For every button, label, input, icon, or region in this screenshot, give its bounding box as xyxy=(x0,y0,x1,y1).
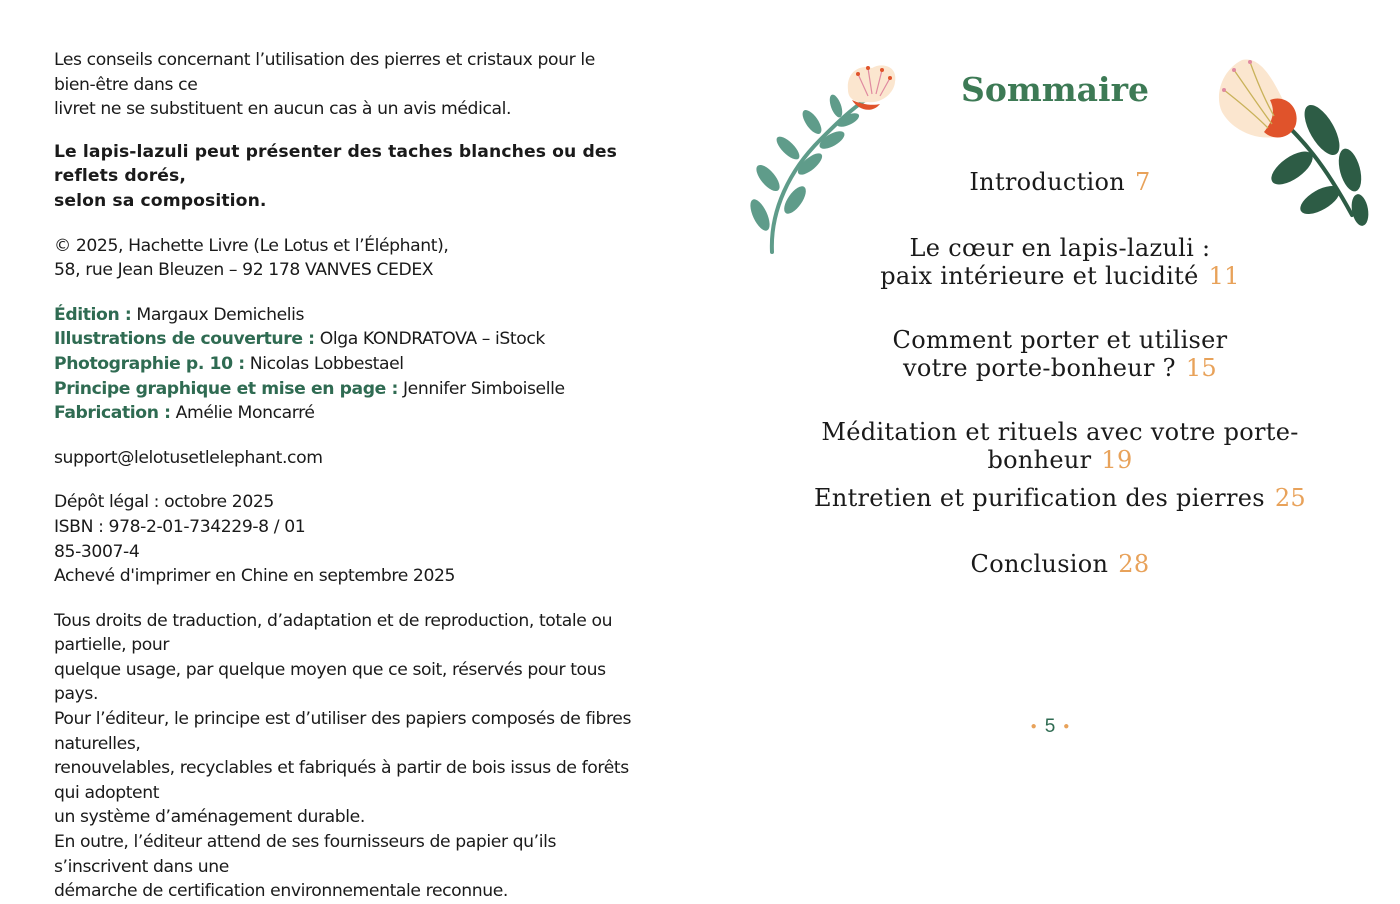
page-number: 5 xyxy=(1044,716,1056,737)
disclaimer-paragraph xyxy=(54,48,634,122)
credit-fabrication xyxy=(54,401,634,426)
credit-value: Olga KONDRATOVA – iStock xyxy=(314,329,545,350)
credit-value: Amélie Moncarré xyxy=(170,403,315,424)
toc-entry-title: Le cœur en lapis-lazuli : xyxy=(909,234,1211,262)
credit-label: Photographie p. 10 : xyxy=(54,353,245,374)
toc-entry-title: Introduction xyxy=(969,168,1125,196)
credit-edition xyxy=(54,303,634,328)
rights-line: un système d’aménagement durable. xyxy=(54,807,365,828)
toc-entry-title: paix intérieure et lucidité xyxy=(880,262,1199,290)
toc-page-number: 28 xyxy=(1118,550,1150,578)
warning-line: selon sa composition. xyxy=(54,190,267,211)
toc-entry xyxy=(760,168,1360,196)
credit-label: Édition : xyxy=(54,304,132,325)
rights-line: En outre, l’éditeur attend de ses fournisseurs de papier qu’ils s’inscrivent dans une xyxy=(54,832,557,877)
toc-page-number: 19 xyxy=(1101,446,1133,474)
toc-entry xyxy=(760,418,1360,474)
dot-ornament-icon: ● xyxy=(1063,721,1070,733)
toc-page-number: 15 xyxy=(1185,354,1217,382)
page-title: Sommaire xyxy=(961,70,1149,109)
disclaimer-line: livret ne se substituent en aucun cas à un avis médical. xyxy=(54,99,512,120)
credit-label: Fabrication : xyxy=(54,403,171,424)
rights-line: Pour l’éditeur, le principe est d’utiliser des papiers composés de fibres naturelles, xyxy=(54,709,632,754)
legal-line: 85-3007-4 xyxy=(54,541,140,562)
legal-deposit xyxy=(54,490,634,588)
credits-list xyxy=(54,303,634,426)
dot-ornament-icon: ● xyxy=(1030,721,1037,733)
toc-page-number: 11 xyxy=(1208,262,1240,290)
toc-entry xyxy=(760,550,1360,578)
warning-line: Le lapis-lazuli peut présenter des taches blanches ou des reflets dorés, xyxy=(54,141,617,187)
disclaimer-line: Les conseils concernant l’utilisation des pierres et cristaux pour le bien-être dans ce xyxy=(54,50,595,95)
rights-line: renouvelables, recyclables et fabriqués à partir de bois issus de forêts qui adoptent xyxy=(54,758,629,803)
legal-line: Dépôt légal : octobre 2025 xyxy=(54,492,274,513)
credit-value: Nicolas Lobbestael xyxy=(244,353,404,374)
credit-value: Margaux Demichelis xyxy=(131,304,305,325)
toc-entry-title: Comment porter et utiliser xyxy=(892,326,1228,354)
toc-entry-title: Méditation et rituels avec votre porte-bonheur xyxy=(821,418,1299,474)
credit-value: Jennifer Simboiselle xyxy=(397,378,565,399)
rights-line: quelque usage, par quelque moyen que ce soit, réservés pour tous pays. xyxy=(54,659,606,705)
toc-entry xyxy=(760,326,1360,382)
rights-paragraph xyxy=(54,609,634,904)
support-email: support@lelotusetlelephant.com xyxy=(54,447,323,468)
credit-photography xyxy=(54,352,634,377)
toc-entry-title: Conclusion xyxy=(970,550,1109,578)
address-line: 58, rue Jean Bleuzen – 92 178 VANVES CEDEX xyxy=(54,260,434,281)
toc-entry-title: Entretien et purification des pierres xyxy=(814,484,1265,512)
toc-entry xyxy=(760,234,1360,290)
page-number-footer xyxy=(1010,716,1090,738)
rights-line: démarche de certification environnementale reconnue. xyxy=(54,881,508,902)
copyright-line: © 2025, Hachette Livre (Le Lotus et l’Éléphant), xyxy=(54,235,449,256)
copyright-paragraph xyxy=(54,234,634,283)
imprint-column xyxy=(54,48,634,904)
toc-page-number: 25 xyxy=(1274,484,1306,512)
legal-line: ISBN : 978-2-01-734229-8 / 01 xyxy=(54,516,306,537)
toc-entry xyxy=(760,484,1360,512)
credit-label: Principe graphique et mise en page : xyxy=(54,378,398,399)
toc-entry-title: votre porte-bonheur ? xyxy=(903,354,1176,382)
rights-line: Tous droits de traduction, d’adaptation et de reproduction, totale ou partielle, pour xyxy=(54,610,613,656)
legal-line: Achevé d'imprimer en Chine en septembre 2025 xyxy=(54,566,456,587)
credit-layout xyxy=(54,377,634,402)
warning-paragraph xyxy=(54,140,634,214)
toc-page-number: 7 xyxy=(1135,168,1151,196)
left-flower-branch-icon xyxy=(740,60,905,260)
right-flower-branch-icon xyxy=(1212,50,1372,230)
credit-label: Illustrations de couverture : xyxy=(54,329,315,350)
credit-illustrations xyxy=(54,327,634,352)
